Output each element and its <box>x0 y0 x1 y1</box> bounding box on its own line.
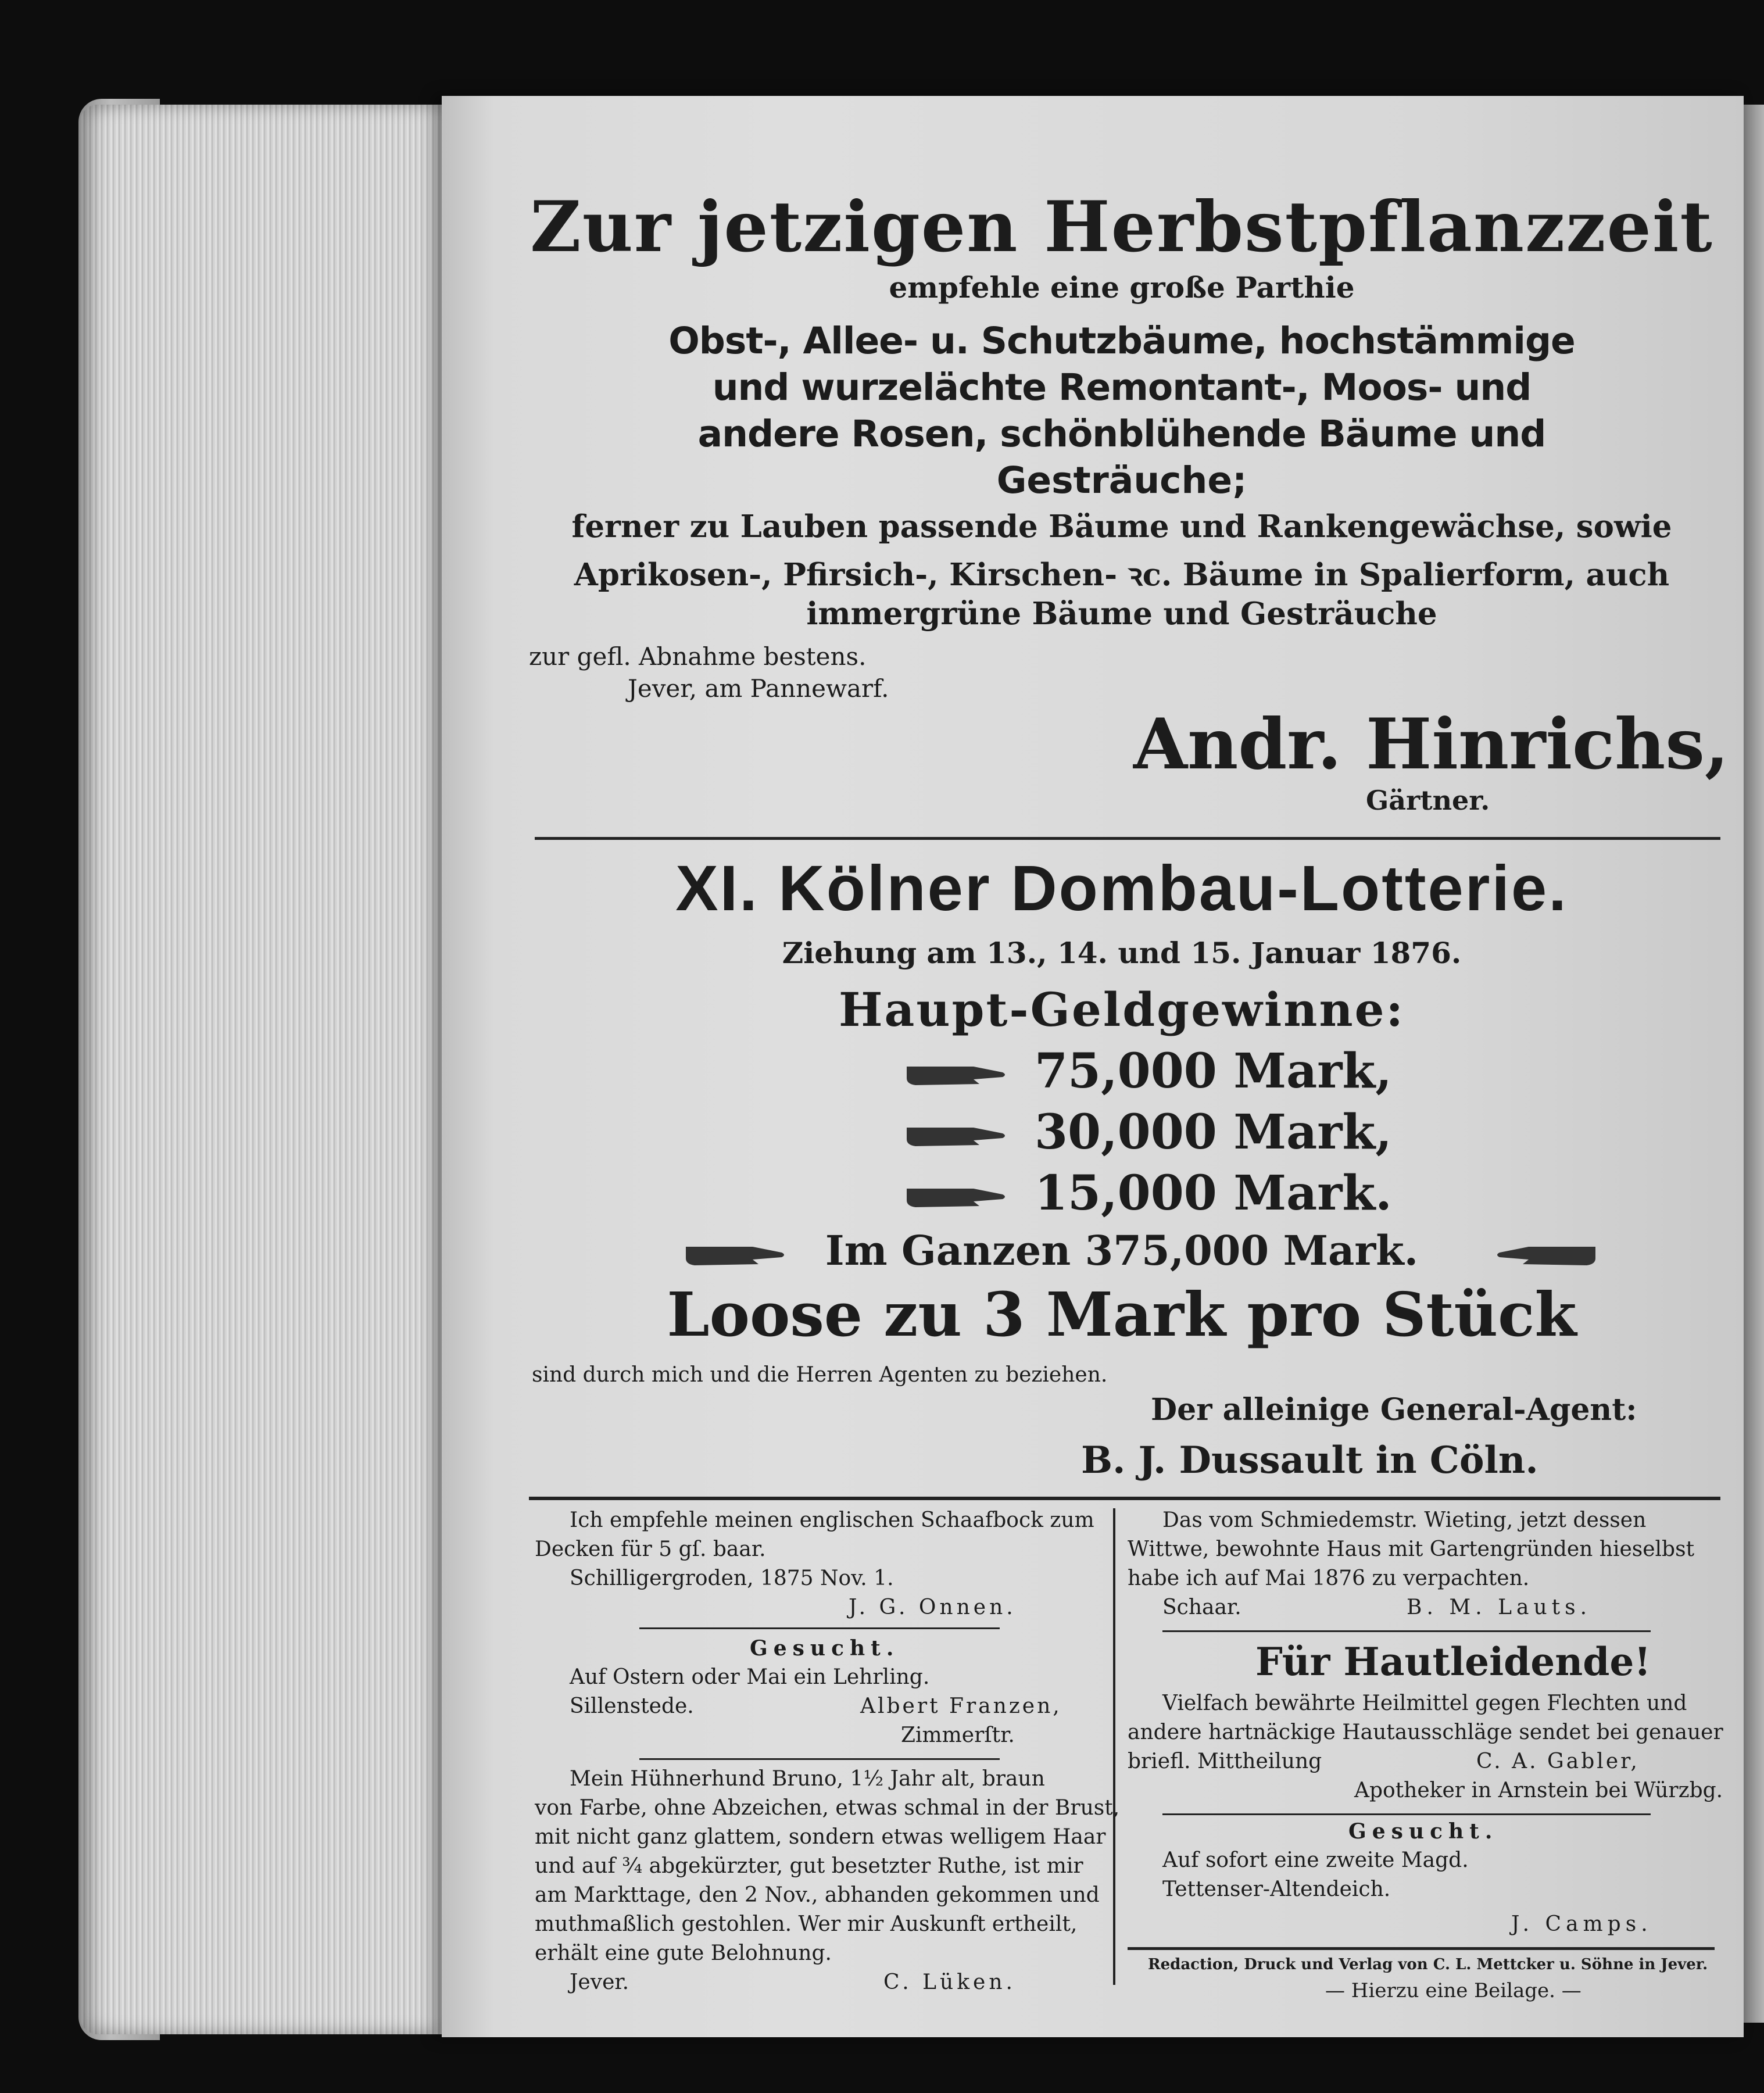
hund-line6: muthmaßlich gestohlen. Wer mir Auskunft ertheilt, <box>535 1912 1078 1936</box>
column-divider <box>1113 1508 1115 1985</box>
magd-place: Tettenser-Altendeich. <box>1162 1877 1391 1901</box>
hinrichs-line1: empfehle eine große Parthie <box>889 270 1355 305</box>
hinrichs-title: Gärtner. <box>1366 785 1490 816</box>
hinrichs-line5: zur gefl. Abnahme bestens. <box>529 642 867 671</box>
hund-signature: C. Lüken. <box>883 1970 1016 1994</box>
lottery-agent-label: Der alleinige General-Agent: <box>1151 1392 1637 1427</box>
lehrling-line1: Auf Ostern oder Mai ein Lehrling. <box>570 1665 930 1689</box>
hund-line1: Mein Hühnerhund Bruno, 1½ Jahr alt, braun <box>570 1767 1045 1791</box>
hinrichs-headline: Zur jetzigen Herbstpflanzzeit <box>530 186 1713 268</box>
short-rule <box>639 1758 1000 1760</box>
lottery-price: Loose zu 3 Mark pro Stück <box>667 1279 1577 1350</box>
schaafbock-line3: Schilligergroden, 1875 Nov. 1. <box>570 1566 894 1590</box>
hund-line2: von Farbe, ohne Abzeichen, etwas schmal in der Brust, <box>535 1796 1120 1820</box>
pointing-hand-icon <box>904 1061 1008 1089</box>
hautleidende-signature-place: Apotheker in Arnstein bei Würzbg. <box>1354 1779 1723 1802</box>
schaafbock-line2: Decken für 5 gſ. baar. <box>535 1537 766 1561</box>
haus-line3: habe ich auf Mai 1876 zu verpachten. <box>1128 1566 1530 1590</box>
lottery-prizes-title: Haupt-Geldgewinne: <box>838 982 1405 1037</box>
hinrichs-line4: immergrüne Bäume und Gesträuche <box>806 596 1437 632</box>
haus-line2: Wittwe, bewohnte Haus mit Gartengründen hieselbst <box>1128 1537 1695 1561</box>
magd-signature: J. Camps. <box>1511 1912 1652 1936</box>
prize-2: 30,000 Mark, <box>1035 1104 1392 1160</box>
imprint-rule <box>1128 1947 1715 1950</box>
hund-line5: am Markttage, den 2 Nov., abhanden gekommen und <box>535 1883 1100 1907</box>
lottery-headline: XI. Kölner Dombau-Lotterie. <box>675 853 1568 924</box>
hund-line3: mit nicht ganz glattem, sondern etwas welligem Haar <box>535 1825 1106 1849</box>
short-rule <box>639 1627 1000 1629</box>
hund-line7: erhält eine gute Belohnung. <box>535 1941 832 1965</box>
hinrichs-line3: Aprikosen-, Pfirsich-, Kirschen- ꝛc. Bäume in Spalierform, auch <box>574 557 1670 593</box>
hautleidende-line2: andere hartnäckige Hautausschläge sendet bei genauer <box>1128 1720 1723 1744</box>
gesucht-title-left: Gesucht. <box>750 1636 900 1661</box>
lottery-total: Im Ganzen 375,000 Mark. <box>825 1226 1419 1275</box>
schaafbock-line1: Ich empfehle meinen englischen Schaafbock zum <box>570 1508 1094 1532</box>
hinrichs-line6: Jever, am Pannewarf. <box>628 674 889 703</box>
divider-rule <box>535 837 1720 840</box>
short-rule <box>1162 1630 1651 1632</box>
haus-signature: B. M. Lauts. <box>1407 1595 1592 1619</box>
hautleidende-title: Für Hautleidende! <box>1255 1639 1651 1684</box>
lehrling-place: Sillenstede. <box>570 1694 694 1718</box>
prize-1: 75,000 Mark, <box>1035 1043 1392 1099</box>
hinrichs-bold1: Obst-, Allee- u. Schutzbäume, hochstämmige <box>668 320 1575 362</box>
hinrichs-bold3: andere Rosen, schönblühende Bäume und <box>697 413 1546 455</box>
haus-line1: Das vom Schmiedemstr. Wieting, jetzt dessen <box>1162 1508 1647 1532</box>
pointing-hand-icon <box>904 1183 1008 1211</box>
hautleidende-line3: briefl. Mittheilung <box>1128 1749 1322 1773</box>
imprint: Redaction, Druck und Verlag von C. L. Mettcker u. Söhne in Jever. <box>1148 1956 1708 1973</box>
hund-place: Jever. <box>570 1970 629 1994</box>
divider-rule <box>529 1497 1720 1500</box>
hinrichs-line2: ferner zu Lauben passende Bäume und Rankengewächse, sowie <box>571 509 1672 545</box>
pointing-hand-left-icon <box>1494 1241 1598 1269</box>
hund-line4: und auf ¾ abgekürzter, gut besetzter Ruthe, ist mir <box>535 1854 1083 1878</box>
hinrichs-bold4: Gesträuche; <box>996 459 1247 502</box>
magd-line1: Auf sofort eine zweite Magd. <box>1162 1848 1469 1872</box>
lottery-agent-name: B. J. Dussault in Cöln. <box>1081 1439 1538 1482</box>
lehrling-signature-trade: Zimmerſtr. <box>901 1723 1015 1747</box>
pointing-hand-icon <box>904 1122 1008 1150</box>
lehrling-signature: Albert Franzen, <box>860 1694 1062 1718</box>
short-rule <box>1162 1813 1651 1815</box>
lottery-note: sind durch mich und die Herren Agenten zu beziehen. <box>532 1363 1108 1387</box>
gesucht-title-right: Gesucht. <box>1348 1819 1498 1844</box>
lottery-date: Ziehung am 13., 14. und 15. Januar 1876. <box>782 936 1462 970</box>
prize-3: 15,000 Mark. <box>1035 1165 1392 1221</box>
schaafbock-signature: J. G. Onnen. <box>849 1595 1017 1619</box>
hinrichs-name: Andr. Hinrichs, <box>1133 703 1729 785</box>
book-page-edges <box>80 105 452 2034</box>
hinrichs-bold2: und wurzelächte Remontant-, Moos- und <box>712 366 1532 409</box>
hautleidende-line1: Vielfach bewährte Heilmittel gegen Flechten und <box>1162 1691 1687 1715</box>
hautleidende-signature: C. A. Gabler, <box>1476 1749 1640 1773</box>
haus-place: Schaar. <box>1162 1595 1241 1619</box>
supplement-note: — Hierzu eine Beilage. — <box>1325 1979 1581 2002</box>
